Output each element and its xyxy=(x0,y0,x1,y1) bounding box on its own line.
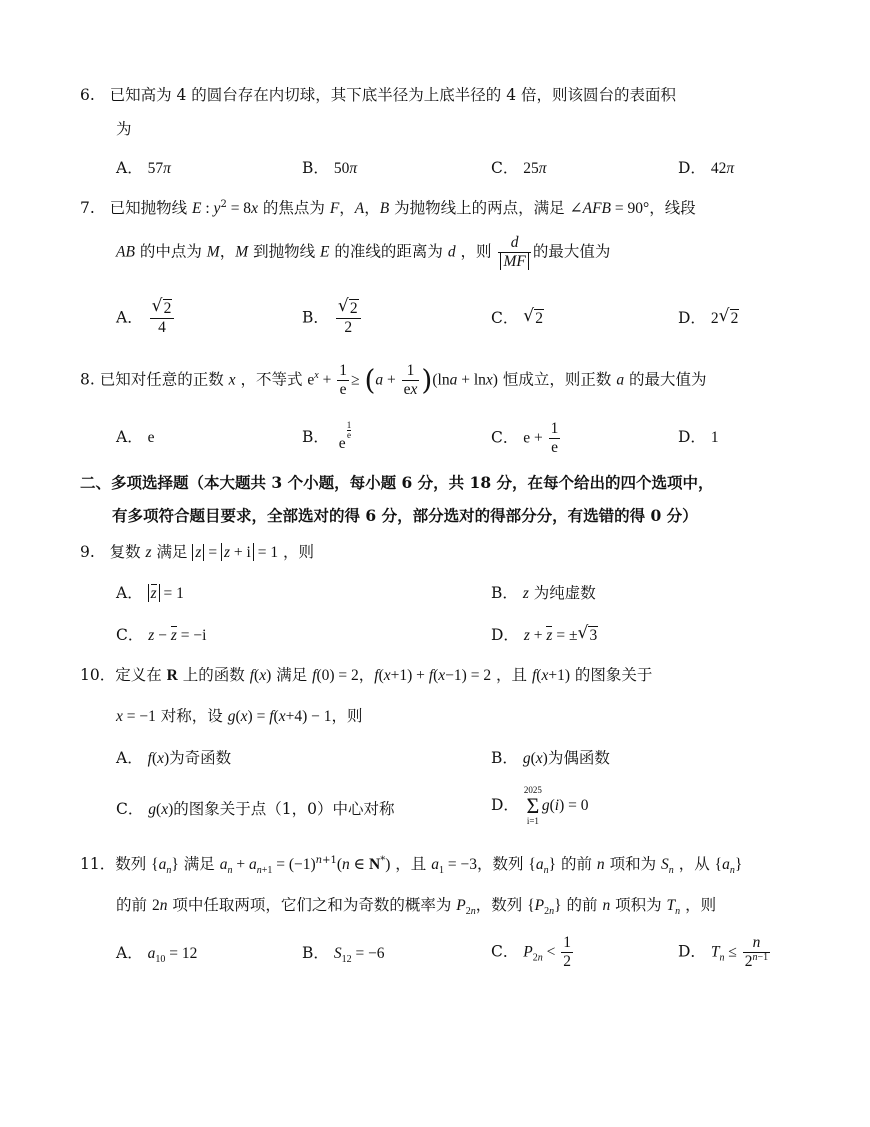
q10-option-a[interactable]: A． f(x)为奇函数 xyxy=(116,749,232,767)
q8-stem: 8. 已知对任意的正数 x ，不等式 $e^x$ + $\frac{1}{e}$ ≥ (a + $\frac{1}{ex}$ )(lna + lnx) 恒成立，则正数 a 的最大值为 xyxy=(80,362,707,398)
q6-stem-line2: 为 xyxy=(116,120,132,138)
q8-option-b[interactable]: B． e 1 e xyxy=(302,420,352,452)
q11-option-d[interactable]: D． $T_n$ ≤ $\frac{n}{2^{n-1}}$ xyxy=(678,934,769,970)
q6-option-d[interactable]: D． 42π xyxy=(678,159,735,177)
q6-stem-line1: 6. 已知高为 4 的圆台存在内切球，其下底半径为上底半径的 4 倍，则该圆台的表面积 xyxy=(80,86,677,104)
q6-option-a[interactable]: A． 57π xyxy=(116,159,171,177)
q7-option-a[interactable]: A． √ $\frac{2}{4}$ xyxy=(116,300,176,337)
q7-option-b[interactable]: B． √ $\frac{2}{2}$ xyxy=(302,300,363,337)
q6-option-c[interactable]: C． 25π xyxy=(491,159,547,177)
q10-option-c[interactable]: C． g(x)的图象关于点（1，0）中心对称 xyxy=(116,800,395,818)
q9-option-d[interactable]: D． z + z = ±√ 3 xyxy=(491,628,598,644)
q9-option-c[interactable]: C． z − z = −i xyxy=(116,626,207,644)
q10-stem-line2: x = −1 对称，设 g(x) = f(x+4) − 1，则 xyxy=(116,707,363,725)
q9-stem: 9. 复数 z 满足 z = z + i = 1 ，则 xyxy=(80,543,315,561)
q11-stem-line1: 11．数列 $\{a_n\}$ 满足 $a_n + a_{n+1} = (-1)^{n+1}(n$ ∈ N*) ，且 $a_1 = -3$，数列 $\{a_n\}$ 的前 n 项和为 $S_n$ ，从 $\{a_n\}$ xyxy=(80,854,743,877)
summation: 2025 Σ i=1 xyxy=(523,785,542,826)
q7-option-d[interactable]: D． 2√ 2 xyxy=(678,311,739,327)
q8-option-d[interactable]: D． 1 xyxy=(678,428,719,446)
q7-option-c[interactable]: C． √ 2 xyxy=(491,311,544,327)
q9-option-a[interactable]: A． z = 1 xyxy=(116,584,184,602)
q11-stem-line2: 的前 2n 项中任取两项，它们之和为奇数的概率为 $P_{2n}$，数列 $\{P_{2n}\}$ 的前 n 项积为 $T_n$ ，则 xyxy=(116,896,717,918)
q10-option-d[interactable]: D． 2025 Σ i=1g(i) = 0 xyxy=(491,785,589,826)
q11-option-b[interactable]: B． $S_{12} = -6$ xyxy=(302,944,385,966)
q11-option-c[interactable]: C． $P_{2n}$ < $\frac{1}{2}$ xyxy=(491,934,572,970)
section2-heading-line2: 有多项符合题目要求，全部选对的得 6 分，部分选对的得部分分，有选错的得 0 分） xyxy=(112,506,698,525)
q11-option-a[interactable]: A． $a_{10} = 12$ xyxy=(116,944,198,966)
q10-stem-line1: 10．定义在 R 上的函数 f(x) 满足 f(0) = 2，f(x+1) + f(x−1) = 2 ，且 f(x+1) 的图象关于 xyxy=(80,666,653,684)
section2-heading-line1: 二、多项选择题（本大题共 3 个小题，每小题 6 分，共 18 分，在每个给出的四个选项中， xyxy=(80,473,714,492)
q7-stem-line2: AB 的中点为 M，M 到抛物线 E 的准线的距离为 d ，则 $\frac{d}{MF}$ 的最大值为 xyxy=(116,234,611,270)
q8-option-a[interactable]: A． e xyxy=(116,428,155,446)
q9-option-b[interactable]: B． z 为纯虚数 xyxy=(491,584,596,602)
q7-stem-line1: 7. 已知抛物线 E : $y^2 = 8x$ 的焦点为 F，A，B 为抛物线上的两点，满足 ∠AFB = 90°，线段 xyxy=(80,198,696,217)
q7-fraction: $\frac{d}{MF}$ xyxy=(498,234,530,271)
q6-option-b[interactable]: B． 50π xyxy=(302,159,358,177)
q10-option-b[interactable]: B． g(x)为偶函数 xyxy=(491,749,610,767)
q8-option-c[interactable]: C． e + $\frac{1}{e}$ xyxy=(491,420,559,456)
